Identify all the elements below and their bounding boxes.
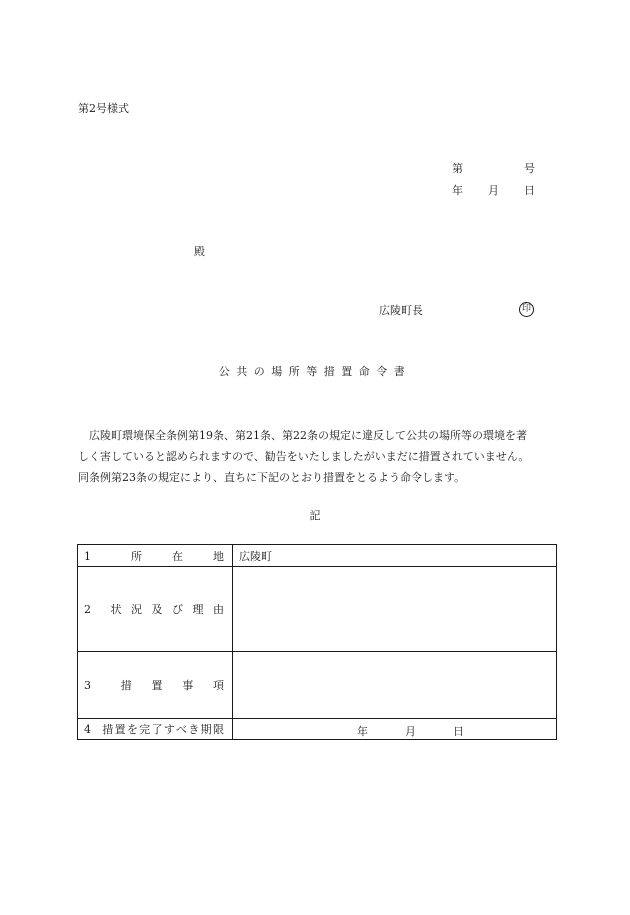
table-row (78, 545, 557, 567)
table-row (78, 719, 557, 740)
table-row (78, 652, 557, 719)
document-number-prefix: 第 (452, 162, 463, 175)
date-year: 年 (452, 184, 463, 197)
deadline-value (233, 719, 557, 740)
document-number-suffix: 号 (524, 162, 535, 175)
addressee-honorific: 殿 (194, 245, 205, 258)
deadline-day: 日 (453, 725, 464, 738)
body-line-3: 同条例第23条の規定により、直ちに下記のとおり措置をとるよう命令します。 (78, 471, 466, 484)
row-label-measures: 3 措置事項 (78, 652, 233, 719)
row-label-deadline: 4 措置を完了すべき期限 (78, 719, 233, 740)
deadline-month: 月 (405, 725, 416, 738)
row-label-location: 1 所在地 (78, 545, 233, 567)
deadline-year: 年 (357, 725, 368, 738)
date-month: 月 (488, 184, 499, 197)
document-title: 公共の場所等措置命令書 (218, 365, 412, 378)
row-label-situation: 2 状況及び理由 (78, 567, 233, 652)
body-paragraph (78, 425, 564, 488)
location-value: 広陵町 (233, 545, 557, 567)
date-day: 日 (524, 184, 535, 197)
seal-mark: 印 (519, 302, 534, 317)
measures-value (233, 652, 557, 719)
ki-heading: 記 (309, 509, 321, 522)
body-line-1: 広陵町環境保全条例第19条、第21条、第22条の規定に違反して公共の場所等の環境を著 (78, 429, 527, 442)
table-row (78, 567, 557, 652)
form-label: 第2号様式 (78, 102, 129, 115)
measures-table (77, 544, 557, 740)
situation-value (233, 567, 557, 652)
body-line-2: しく害していると認められますので、勧告をいたしましたがいまだに措置されていません。 (78, 450, 530, 463)
issuer-title: 広陵町長 (379, 304, 423, 317)
